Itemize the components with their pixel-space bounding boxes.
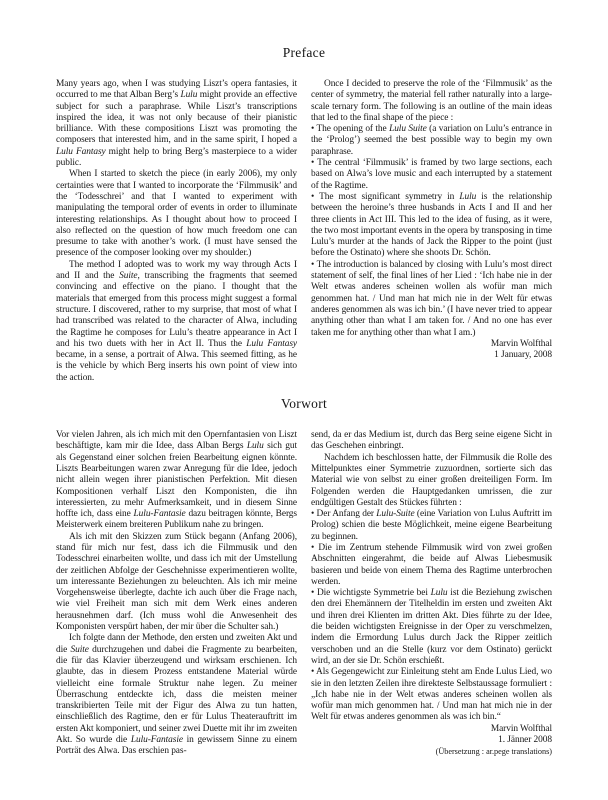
preface-bullet-3: • The most significant symmetry in Lulu is the relationship between the heroine’s three husbands in Acts I and II and her three clients in Act III. This led to the idea of fusing, as it were, the two most important events in the opera by transposing in time Lulu’s murder at the hands of Jack the Ripper to the point (just before the Ostinato) where she shoots Dr. Schön. [311, 191, 552, 259]
preface-section [56, 45, 552, 384]
vorwort-paragraph-2: Als ich mit den Skizzen zum Stück begann (Anfang 2006), stand für mich nur fest, dass ich die Filmmusik und den Todesschrei einarbeiten wollte, und dass ich mit der Umstellung der zeitlichen Abfolge der Geschehnisse experimentieren wollte, um interessante Beziehungen zu beleuchten. Als ich mir meine Vorgehensweise überlegte, dachte ich auch über die Frage nach, wie viel Freiheit man sich mit dem Werk eines anderen herausnehmen darf. (Ich muss wohl die Anwesenheit des Komponisten verspürt haben, der mir über die Schulter sah.) [56, 531, 297, 633]
vorwort-continuation: send, da er das Medium ist, durch das Berg seine eigene Sicht in das Geschehen einbringt. [311, 430, 552, 452]
vorwort-outline-intro: Nachdem ich beschlossen hatte, der Filmmusik die Rolle des Mittelpunktes einer Symmetrie zuzuordnen, sortierte sich das Material wie von selbst zu einer großen dreiteiligen Form. Im Folgenden werden die Hauptgedanken umrissen, die zur endgültigen Gestalt des Stückes führten : [311, 452, 552, 508]
vorwort-columns [56, 430, 552, 758]
preface-columns [56, 79, 552, 384]
preface-bullet-1: • The opening of the Lulu Suite (a variation on Lulu’s entrance in the ‘Prolog’) seemed the best possible way to begin my own paraphrase. [311, 124, 552, 157]
preface-paragraph-3: The method I adopted was to work my way through Acts I and II and the Suite, transcribing the fragments that seemed convincing and effective on the piano. I thought that the materials that emerged from this process might suggest a formal structure. I discovered, rather to my surprise, that most of what I had transcribed was related to the character of Alwa, including the Ragtime he composes for Lulu’s theatre appearance in Act I and his two duets with her in Act II. Thus the Lulu Fantasy became, in a sense, a portrait of Alwa. This seemed fitting, as he is the vehicle by which Berg inserts his own point of view into the action. [56, 259, 298, 383]
vorwort-bullet-4: • Als Gegengewicht zur Einleitung steht am Ende Lulus Lied, wo sie in den letzten Zeilen ihre direkteste Selbstaussage formuliert : „Ich habe nie in der Welt etwas anderes scheinen wollen als wofür man mich genommen hat. / Und man hat mich nie in der Welt für etwas anderes genommen als was ich bin.“ [311, 667, 552, 723]
vorwort-paragraph-1: Vor vielen Jahren, als ich mich mit den Opernfantasien von Liszt beschäftigte, kam mir die Idee, dass Alban Bergs Lulu sich gut als Gegenstand einer solchen freien Bearbeitung eignen könnte. Liszts Bearbeitungen waren zwar Anregung für die Idee, jedoch nicht allein wegen ihrer pianistischen Perfektion. Mit diesen Kompositionen verhalf Liszt den Komponisten, die ihn interessierten, zu mehr Aufmerksamkeit, und in diesem Sinne hoffte ich, dass eine Lulu-Fantasie dazu beitragen könnte, Bergs Meisterwerk einem breiteren Publikum nahe zu bringen. [56, 430, 297, 531]
preface-paragraph-1: Many years ago, when I was studying Liszt’s opera fantasies, it occurred to me that Alban Berg’s Lulu might provide an effective subject for such a paraphrase. While Liszt’s transcriptions inspired the idea, it was not only because of their pianistic brilliance. With these compositions Liszt was promoting the composers that interested him, and in the same spirit, I hoped a Lulu Fantasy might help to bring Berg’s masterpiece to a wider public. [56, 79, 297, 169]
vorwort-translation-note: (Übersetzung : ar.pege translations) [435, 747, 552, 757]
preface-signature-name: Marvin Wolfthal [490, 338, 552, 349]
preface-bullet-2: • The central ‘Filmmusik’ is framed by two large sections, each based on Alwa’s love music and each interrupted by a statement of the Ragtime. [311, 158, 552, 191]
vorwort-section [56, 396, 552, 758]
preface-left-column [56, 79, 297, 384]
vorwort-signature-date: 1. Jänner 2008 [498, 735, 552, 746]
vorwort-signature [311, 724, 552, 758]
preface-paragraph-2: When I started to sketch the piece (in early 2006), my only certainties were that I wanted to incorporate the ‘Filmmusik’ and the ‘Todesschrei’ and that I wanted to experiment with manipulating the temporal order of events in order to illuminate interesting relationships. As I thought about how to proceed I also reflected on the question of how much freedom one can presume to take with another’s work. (I must have sensed the presence of the composer looking over my shoulder.) [56, 169, 297, 259]
preface-outline-intro: Once I decided to preserve the role of the ‘Filmmusik’ as the center of symmetry, the material fell rather naturally into a large-scale ternary form. The following is an outline of the main ideas that led to the final shape of the piece : [311, 79, 552, 123]
vorwort-signature-name: Marvin Wolfthal [490, 723, 552, 734]
vorwort-bullet-2: • Die im Zentrum stehende Filmmusik wird von zwei großen Abschnitten eingerahmt, die beide auf Alwas Liebesmusik basieren und beide von einem Thema des Ragtime unterbrochen werden. [311, 542, 552, 587]
preface-signature [311, 339, 552, 362]
vorwort-left-column [56, 430, 297, 758]
vorwort-paragraph-3: Ich folgte dann der Methode, den ersten und zweiten Akt und die Suite durchzugehen und dabei die Fragmente zu bearbeiten, die für das Klavier überzeugend und wirksam erschienen. Ich glaubte, das in diesem Prozess entstandene Material würde vielleicht eine formale Struktur nahe legen. Zu meiner Überraschung entdeckte ich, dass die meisten meiner transkribierten Teile mit der Figur des Alwa zu tun hatten, einschließlich des Ragtime, den er für Lulus Theaterauftritt im ersten Akt komponiert, und seiner zwei Duette mit ihr im zweiten Akt. So wurde die Lulu-Fantasie in gewissem Sinne zu einem Porträt des Alwa. Das erschien pas- [56, 633, 298, 757]
vorwort-bullet-3: • Die wichtigste Symmetrie bei Lulu ist die Beziehung zwischen den drei Ehemännern der Titelheldin im ersten und zweiten Akt und ihren drei Klienten im dritten Akt. Dies führte zu der Idee, die beiden wichtigsten Ereignisse in der Oper zu verschmelzen, indem die Ermordung Lulus durch Jack the Ripper zeitlich verschoben und an die Stelle (kurz vor dem Ostinato) gerückt wird, an der sie Dr. Schön erschießt. [311, 588, 553, 666]
preface-signature-date: 1 January, 2008 [494, 350, 552, 361]
preface-title: Preface [282, 45, 326, 60]
vorwort-bullet-1: • Der Anfang der Lulu-Suite (eine Variation von Lulus Auftritt im Prolog) schien die beste Möglichkeit, meine eigene Bearbeitung zu beginnen. [311, 509, 552, 542]
vorwort-title: Vorwort [280, 396, 328, 412]
vorwort-right-column [311, 430, 552, 758]
preface-right-column [311, 79, 552, 384]
preface-bullet-4: • The introduction is balanced by closing with Lulu’s most direct statement of self, the final lines of her Lied : ‘Ich habe nie in der Welt etwas anderes scheinen wollen als wofür man mich genommen hat. / Und man hat mich nie in der Welt für etwas anderes genommen als was ich bin.’ (I have never tried to appear anything other than what I am taken for. / And no one has ever taken me for anything other than what I am.) [311, 259, 552, 338]
